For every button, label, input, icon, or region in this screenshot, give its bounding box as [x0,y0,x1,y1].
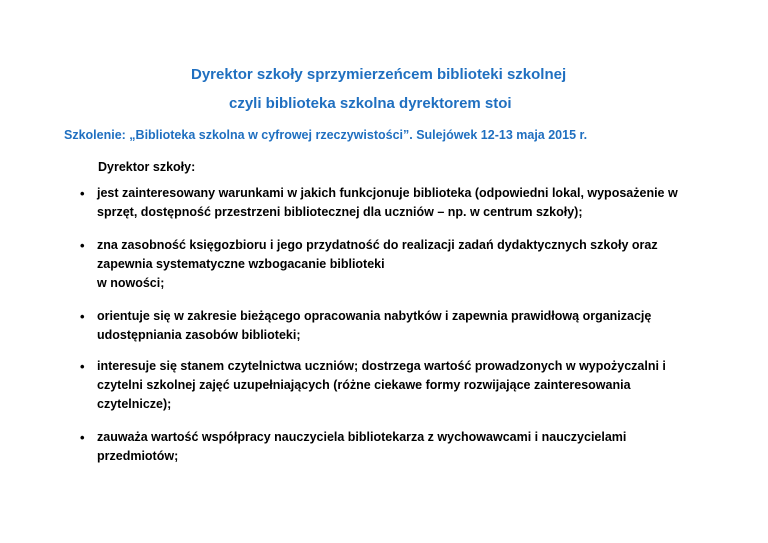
bullet-icon: • [80,238,85,253]
bullet-icon: • [80,186,85,201]
list-item [80,428,720,466]
list-item [80,184,720,222]
bullet-icon: • [80,430,85,445]
list-item [80,307,720,345]
list-item-text: zauważa wartość współpracy nauczyciela bibliotekarza z wychowawcami i nauczycielami przedmiotów; [97,430,627,463]
list-item [80,236,720,293]
list-item [80,357,720,414]
document-title-line1: Dyrektor szkoły sprzymierzeńcem biblioteki szkolnej [191,66,567,83]
list-item-text: orientuje się w zakresie bieżącego opracowania nabytków i zapewnia prawidłową organizację udostępniania zasobów biblioteki; [97,309,652,342]
list-item-text: zna zasobność księgozbioru i jego przydatność do realizacji zadań dydaktycznych szkoły oraz zapewnia systematyczne wzbogacanie biblioteki w nowości; [97,238,658,290]
training-subtitle: Szkolenie: „Biblioteka szkolna w cyfrowej rzeczywistości”. Sulejówek 12-13 maja 2015 r. [64,128,588,142]
document-title-line2: czyli biblioteka szkolna dyrektorem stoi [229,95,512,112]
bullet-icon: • [80,309,85,324]
list-item-text: interesuje się stanem czytelnictwa uczniów; dostrzega wartość prowadzonych w wypożyczalni i czytelni szkolnej zajęć uzupełniających (różne ciekawe formy rozwijające zainteresowania czytelnicze); [97,359,666,411]
bullet-icon: • [80,359,85,374]
intro-heading: Dyrektor szkoły: [98,160,196,174]
list-item-text: jest zainteresowany warunkami w jakich funkcjonuje biblioteka (odpowiedni lokal, wyposażenie w sprzęt, dostępność przestrzeni bibliotecznej dla uczniów – np. w centrum szkoły); [97,186,678,219]
